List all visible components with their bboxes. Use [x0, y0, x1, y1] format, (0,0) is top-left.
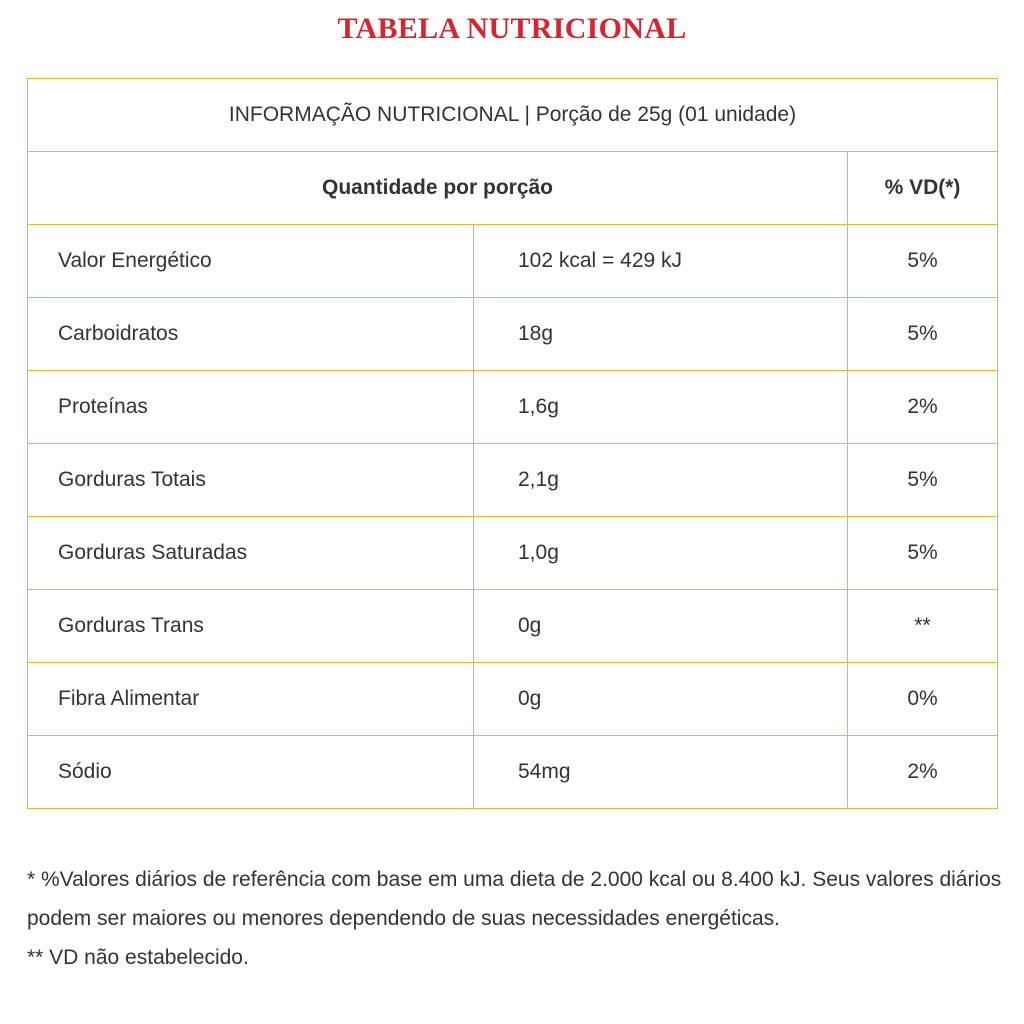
nutrient-name: Fibra Alimentar: [28, 663, 474, 736]
nutrient-name: Gorduras Trans: [28, 590, 474, 663]
footnotes: [27, 860, 1002, 977]
nutrient-value: 0g: [474, 663, 848, 736]
table-row: [28, 663, 998, 736]
table-row: [28, 590, 998, 663]
nutrient-value: 18g: [474, 298, 848, 371]
nutrient-name: Valor Energético: [28, 225, 474, 298]
table-row: [28, 736, 998, 809]
page-title: TABELA NUTRICIONAL: [337, 12, 687, 45]
nutrition-table: [27, 78, 998, 809]
nutrient-name: Proteínas: [28, 371, 474, 444]
nutrient-value: 1,6g: [474, 371, 848, 444]
nutrient-name: Sódio: [28, 736, 474, 809]
nutrient-vd: 2%: [848, 371, 998, 444]
nutrient-vd: 5%: [848, 444, 998, 517]
nutrient-vd: 5%: [848, 298, 998, 371]
footnote-daily-values: * %Valores diários de referência com base em uma dieta de 2.000 kcal ou 8.400 kJ. Seus valores diários podem ser maiores ou menores dependendo de suas necessidades energéticas.: [27, 868, 1002, 930]
nutrient-vd: 5%: [848, 517, 998, 590]
nutrient-value: 54mg: [474, 736, 848, 809]
vd-header: % VD(*): [848, 152, 998, 225]
table-row: [28, 444, 998, 517]
nutrient-name: Gorduras Totais: [28, 444, 474, 517]
nutrient-name: Carboidratos: [28, 298, 474, 371]
nutrient-value: 2,1g: [474, 444, 848, 517]
nutrient-value: 102 kcal = 429 kJ: [474, 225, 848, 298]
nutrient-vd: 5%: [848, 225, 998, 298]
header-row: [28, 152, 998, 225]
nutrient-vd: 2%: [848, 736, 998, 809]
nutrient-value: 0g: [474, 590, 848, 663]
table-row: [28, 517, 998, 590]
serving-info: INFORMAÇÃO NUTRICIONAL | Porção de 25g (01 unidade): [28, 79, 998, 152]
nutrient-value: 1,0g: [474, 517, 848, 590]
nutrient-vd: **: [848, 590, 998, 663]
quantity-header: Quantidade por porção: [28, 152, 848, 225]
table-row: [28, 225, 998, 298]
footnote-vd-not-established: ** VD não estabelecido.: [27, 946, 249, 969]
table-row: [28, 298, 998, 371]
nutrient-name: Gorduras Saturadas: [28, 517, 474, 590]
table-row: [28, 371, 998, 444]
info-row: [28, 79, 998, 152]
nutrient-vd: 0%: [848, 663, 998, 736]
